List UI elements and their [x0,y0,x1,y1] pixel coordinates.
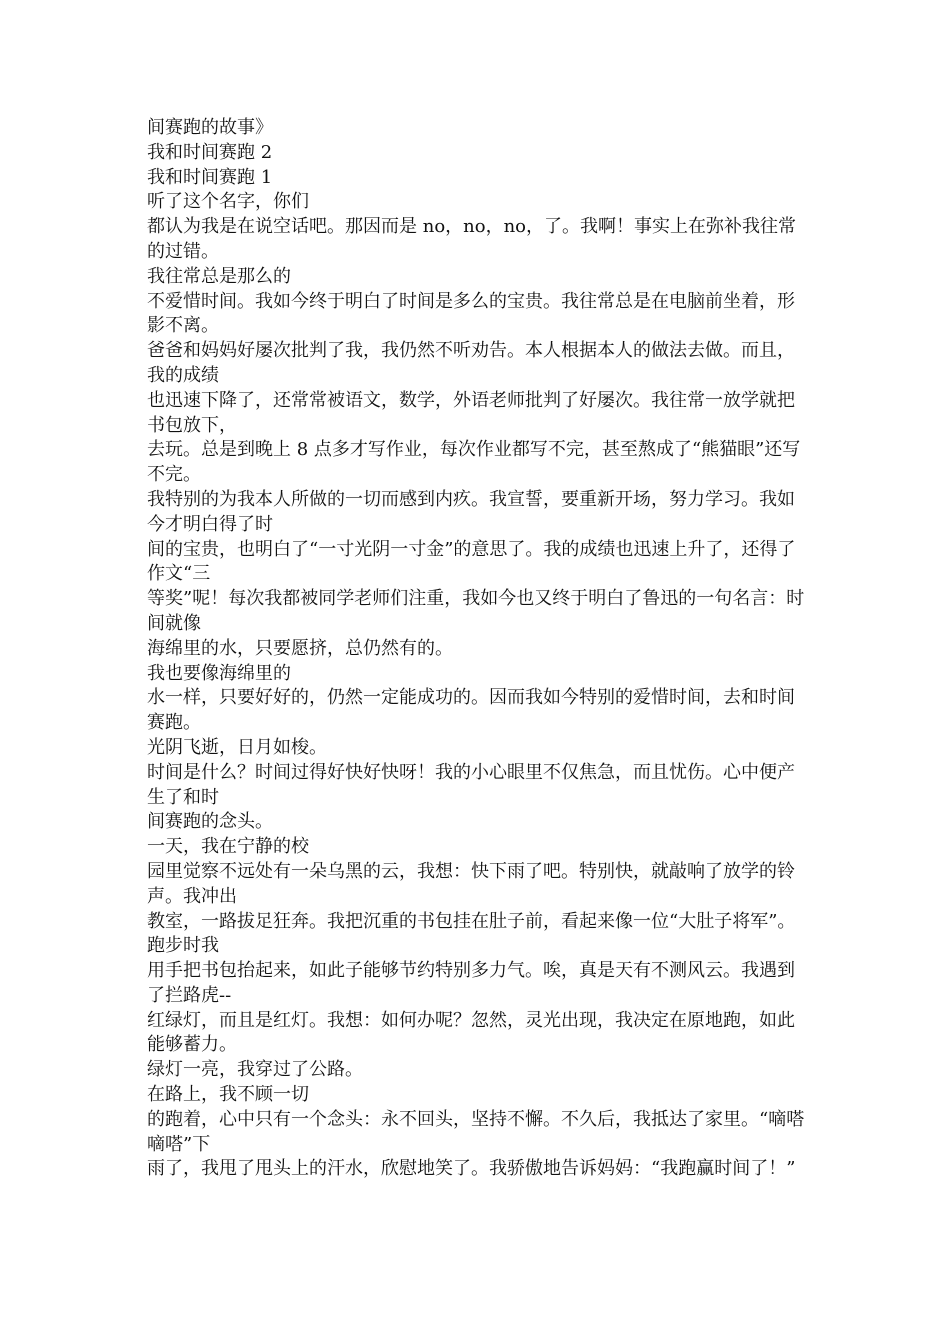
text-line: 水一样，只要好好的，仍然一定能成功的。因而我如今特别的爱惜时间，去和时间 赛跑。 [147,687,801,734]
text-line: 在路上，我不顾一切 [147,1084,309,1106]
text-line: 教室，一路拔足狂奔。我把沉重的书包挂在肚子前，看起来像一位“大肚子将军”。跑步时我 [147,910,796,957]
text-line: 光阴飞逝，日月如梭。 [147,736,327,758]
text-line: 去玩。总是到晚上 8 点多才写作业，每次作业都写不完，甚至熬成了“熊猫眼”还写不完。 [147,439,801,486]
text-line: 用手把书包抬起来，如此子能够节约特别多力气。唉，真是天有不测风云。我遇到了拦路虎-- [147,960,795,1006]
text-line: 红绿灯，而且是红灯。我想：如何办呢？忽然，灵光出现，我决定在原地跑，如此能够蓄力。 [147,1009,795,1056]
text-line: 雨了，我甩了甩头上的汗水，欣慰地笑了。我骄傲地告诉妈妈：“我跑赢时间了！” [147,1158,796,1180]
text-line: 我也要像海绵里的 [147,662,291,684]
text-line: 时间是什么？时间过得好快好快呀！我的小心眼里不仅焦急，而且忧伤。心中便产生了和时 [147,761,795,808]
text-line: 间的宝贵，也明白了“一寸光阴一寸金”的意思了。我的成绩也迅速上升了，还得了作文“三 [147,538,796,585]
text-line: 也迅速下降了，还常常被语文，数学，外语老师批判了好屡次。我往常一放学就把书包放下， [147,389,795,436]
text-line: 等奖”呢！每次我都被同学老师们注重，我如今也又终于明白了鲁迅的一句名言：时间就像 [147,588,805,634]
text-line: 海绵里的水，只要愿挤，总仍然有的。 [147,637,453,659]
text-line: 都认为我是在说空话吧。那因而是 no，no，no，了。我啊！事实上在弥补我往常的过错。 [147,216,797,262]
text-line: 听了这个名字，你们 [147,191,309,213]
text-line: 我和时间赛跑 2 [147,141,273,163]
text-line: 一天，我在宁静的校 [147,836,309,858]
text-line: 的跑着，心中只有一个念头：永不回头，坚持不懈。不久后，我抵达了家里。“嘀嗒嘀嗒”下 [147,1108,805,1155]
text-line: 我特别的为我本人所做的一切而感到内疚。我宣誓，要重新开场，努力学习。我如今才明白得了时 [147,488,795,535]
document-body [147,116,807,1182]
text-line: 不爱惜时间。我如今终于明白了时间是多么的宝贵。我往常总是在电脑前坐着，形影不离。 [147,290,795,337]
text-line: 间赛跑的念头。 [147,811,273,833]
text-line: 间赛跑的故事》 [147,117,273,138]
text-line: 我和时间赛跑 1 [147,166,273,188]
text-line: 爸爸和妈妈好屡次批判了我，我仍然不听劝告。本人根据本人的做法去做。而且，我的成绩 [147,340,795,386]
text-line: 绿灯一亮，我穿过了公路。 [147,1059,363,1081]
text-line: 园里觉察不远处有一朵乌黑的云，我想：快下雨了吧。特别快，就敲响了放学的铃声。我冲出 [147,860,795,907]
text-line: 我往常总是那么的 [147,265,291,287]
